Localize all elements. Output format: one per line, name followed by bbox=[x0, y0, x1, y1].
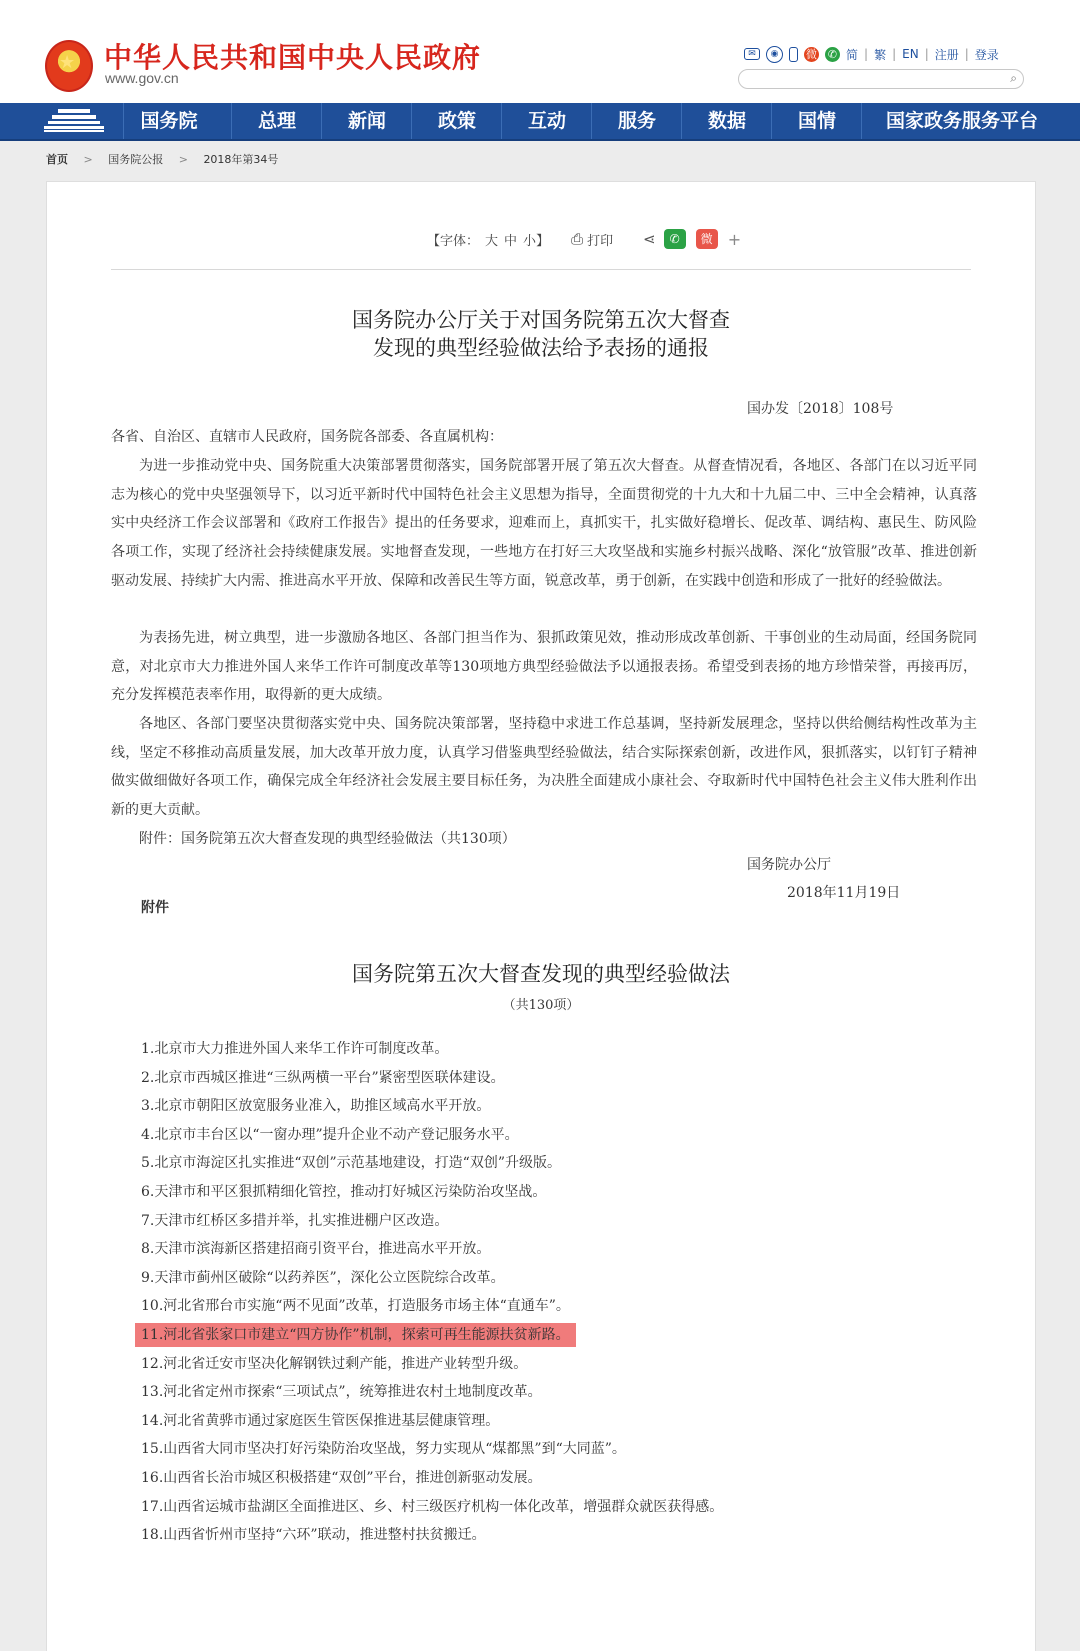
list-item-text: 11.河北省张家口市建立“四方协作”机制，探索可再生能源扶贫新路。 bbox=[135, 1323, 576, 1347]
list-item-text: 10.河北省邢台市实施“两不见面”改革，打造服务市场主体“直通车”。 bbox=[141, 1298, 570, 1315]
list-item bbox=[141, 1435, 981, 1464]
mobile-icon[interactable] bbox=[789, 47, 798, 62]
breadcrumb bbox=[46, 151, 278, 167]
list-item-text: 3.北京市朝阳区放宽服务业准入，助推区域高水平开放。 bbox=[141, 1098, 491, 1115]
paragraph-2: 为表扬先进，树立典型，进一步激励各地区、各部门担当作为、狠抓政策见效，推动形成改革创新、干事创业的生动局面，经国务院同意，对北京市大力推进外国人来华工作许可制度改革等130项地方典型经验做法予以通报表扬。希望受到表扬的地方珍惜荣誉，再接再厉，充分发挥模范表率作用，取得新的更大成绩。 bbox=[111, 630, 977, 704]
nav-item-services[interactable]: 服务 bbox=[591, 103, 682, 139]
chevron-right-icon: > bbox=[83, 153, 93, 166]
paragraph-1: 为进一步推动党中央、国务院重大决策部署贯彻落实，国务院部署开展了第五次大督查。从督查情况看，各地区、各部门在以习近平同志为核心的党中央坚强领导下，以习近平新时代中国特色社会主义思想为指导，全面贯彻党的十九大和十九届二中、三中全会精神，认真落实中央经济工作会议部署和《政府工作报告》提出的任务要求，迎难而上，真抓实干，扎实做好稳增长、促改革、调结构、惠民生、防风险各项工作，实现了经济社会持续健康发展。实地督查发现，一些地方在打好三大攻坚战和实施乡村振兴战略、深化“放管服”改革、推进创新驱动发展、持续扩大内需、推进高水平开放、保障和改善民生等方面，锐意改革，勇于创新，在实践中创造和形成了一批好的经验做法。 bbox=[111, 458, 977, 589]
signer: 国务院办公厅 bbox=[747, 857, 831, 873]
divider bbox=[111, 269, 971, 270]
link-login[interactable]: 登录 bbox=[974, 47, 999, 62]
main-nav bbox=[0, 103, 1080, 141]
weibo-share-icon[interactable]: 微 bbox=[696, 229, 718, 249]
attachment-note: 附件：国务院第五次大督查发现的典型经验做法（共130项） bbox=[139, 831, 516, 847]
list-item-text: 6.天津市和平区狠抓精细化管控，推动打好城区污染防治攻坚战。 bbox=[141, 1183, 547, 1200]
more-share-button[interactable]: + bbox=[727, 229, 742, 249]
nav-item-data[interactable]: 数据 bbox=[681, 103, 772, 139]
font-size-medium[interactable]: 中 bbox=[504, 233, 518, 249]
article-toolbar bbox=[427, 228, 741, 250]
link-register[interactable]: 注册 bbox=[934, 47, 959, 62]
list-item-text: 15.山西省大同市坚决打好污染防治攻坚战，努力实现从“煤都黑”到“大同蓝”。 bbox=[141, 1441, 626, 1458]
doc-title-line1: 国务院办公厅关于对国务院第五次大督查 bbox=[352, 308, 730, 332]
link-english[interactable]: EN bbox=[902, 47, 919, 61]
national-emblem-icon[interactable]: ★ bbox=[45, 40, 93, 92]
annex-title: 国务院第五次大督查发现的典型经验做法 bbox=[352, 962, 730, 986]
list-item bbox=[141, 1493, 981, 1522]
nav-item-service-platform[interactable]: 国家政务服务平台 bbox=[861, 103, 1062, 139]
site-title[interactable]: 中华人民共和国中央人民政府 bbox=[104, 41, 482, 74]
font-size-large[interactable]: 大 bbox=[485, 233, 499, 249]
breadcrumb-issue[interactable]: 2018年第34号 bbox=[203, 153, 279, 166]
list-item-text: 9.天津市蓟州区破除“以药养医”，深化公立医院综合改革。 bbox=[141, 1269, 505, 1286]
top-links: ✉ ◉ 微 ✆ 简 | 繁 | EN | 注册 | 登录 bbox=[744, 44, 999, 64]
paragraph-3: 各地区、各部门要坚决贯彻落实党中央、国务院决策部署，坚持稳中求进工作总基调，坚持新发展理念，坚持以供给侧结构性改革为主线，坚定不移推动高质量发展，加大改革开放力度，认真学习借鉴典型经验做法，结合实际探索创新，改进作风，狠抓落实，以钉钉子精神做实做细做好各项工作，确保完成全年经济社会发展主要目标任务，为决胜全面建成小康社会、夺取新时代中国特色社会主义伟大胜利作出新的更大贡献。 bbox=[111, 716, 977, 819]
wechat-icon[interactable]: ✆ bbox=[825, 47, 840, 62]
list-item bbox=[141, 1321, 981, 1350]
list-item bbox=[141, 1035, 981, 1064]
list-item-text: 14.河北省黄骅市通过家庭医生管医保推进基层健康管理。 bbox=[141, 1412, 500, 1429]
search-input[interactable] bbox=[738, 69, 1024, 89]
list-item-text: 2.北京市西城区推进“三纵两横一平台”紧密型医联体建设。 bbox=[141, 1069, 505, 1086]
breadcrumb-home[interactable]: 首页 bbox=[46, 153, 68, 166]
list-item-text: 5.北京市海淀区扎实推进“双创”示范基地建设，打造“双创”升级版。 bbox=[141, 1155, 561, 1172]
site-url[interactable]: www.gov.cn bbox=[105, 70, 179, 86]
annex-subtitle: （共130项） bbox=[502, 998, 580, 1013]
tiananmen-logo-icon[interactable] bbox=[44, 109, 104, 133]
share-icon[interactable]: ⋖ bbox=[643, 230, 656, 248]
mail-icon[interactable]: ✉ bbox=[744, 48, 760, 60]
list-item-text: 16.山西省长治市城区积极搭建“双创”平台，推进创新驱动发展。 bbox=[141, 1469, 542, 1486]
list-item bbox=[141, 1092, 981, 1121]
annex-label: 附件 bbox=[141, 900, 169, 916]
list-item bbox=[141, 1378, 981, 1407]
doc-title-line2: 发现的典型经验做法给予表扬的通报 bbox=[373, 336, 709, 360]
list-item bbox=[141, 1521, 981, 1550]
link-simplified[interactable]: 简 bbox=[846, 47, 859, 62]
nav-item-interaction[interactable]: 互动 bbox=[501, 103, 592, 139]
font-size-small[interactable]: 小 bbox=[523, 233, 537, 249]
list-item bbox=[141, 1292, 981, 1321]
annex-list bbox=[141, 1035, 981, 1550]
font-size-close: 】 bbox=[536, 233, 550, 249]
list-item-text: 4.北京市丰台区以“一窗办理”提升企业不动产登记服务水平。 bbox=[141, 1126, 519, 1143]
list-item-text: 8.天津市滨海新区搭建招商引资平台，推进高水平开放。 bbox=[141, 1241, 491, 1258]
rss-icon[interactable]: ◉ bbox=[766, 46, 783, 63]
addressee: 各省、自治区、直辖市人民政府，国务院各部委、各直属机构： bbox=[111, 429, 503, 445]
article-container bbox=[46, 181, 1036, 1651]
chevron-right-icon: > bbox=[178, 153, 188, 166]
wechat-share-icon[interactable]: ✆ bbox=[664, 229, 686, 249]
list-item bbox=[141, 1264, 981, 1293]
sign-date: 2018年11月19日 bbox=[787, 885, 901, 901]
list-item-text: 12.河北省迁安市坚决化解钢铁过剩产能，推进产业转型升级。 bbox=[141, 1355, 528, 1372]
list-item bbox=[141, 1350, 981, 1379]
search-icon[interactable]: ⌕ bbox=[1010, 71, 1017, 85]
list-item-text: 13.河北省定州市探索“三项试点”，统筹推进农村土地制度改革。 bbox=[141, 1384, 542, 1401]
nav-item-news[interactable]: 新闻 bbox=[321, 103, 412, 139]
link-traditional[interactable]: 繁 bbox=[874, 47, 887, 62]
list-item bbox=[141, 1235, 981, 1264]
list-item-text: 1.北京市大力推进外国人来华工作许可制度改革。 bbox=[141, 1041, 449, 1057]
list-item bbox=[141, 1178, 981, 1207]
nav-item-state-council[interactable]: 国务院 bbox=[123, 103, 214, 139]
list-item-text: 18.山西省忻州市坚持“六环”联动，推进整村扶贫搬迁。 bbox=[141, 1527, 486, 1544]
doc-number: 国办发〔2018〕108号 bbox=[747, 401, 894, 417]
nav-item-premier[interactable]: 总理 bbox=[231, 103, 322, 139]
list-item bbox=[141, 1464, 981, 1493]
weibo-icon[interactable]: 微 bbox=[806, 47, 817, 61]
breadcrumb-gazette[interactable]: 国务院公报 bbox=[108, 153, 164, 166]
list-item bbox=[141, 1407, 981, 1436]
font-size-label: 【字体： bbox=[427, 233, 480, 249]
list-item bbox=[141, 1064, 981, 1093]
nav-item-national-info[interactable]: 国情 bbox=[771, 103, 862, 139]
list-item bbox=[141, 1149, 981, 1178]
print-icon[interactable]: ⎙ bbox=[571, 230, 584, 248]
list-item bbox=[141, 1121, 981, 1150]
list-item bbox=[141, 1207, 981, 1236]
list-item-text: 7.天津市红桥区多措并举，扎实推进棚户区改造。 bbox=[141, 1212, 449, 1229]
site-header bbox=[0, 0, 1080, 103]
list-item-text: 17.山西省运城市盐湖区全面推进区、乡、村三级医疗机构一体化改革，增强群众就医获得感。 bbox=[141, 1498, 724, 1515]
print-button[interactable]: 打印 bbox=[587, 233, 614, 249]
nav-item-policy[interactable]: 政策 bbox=[411, 103, 502, 139]
